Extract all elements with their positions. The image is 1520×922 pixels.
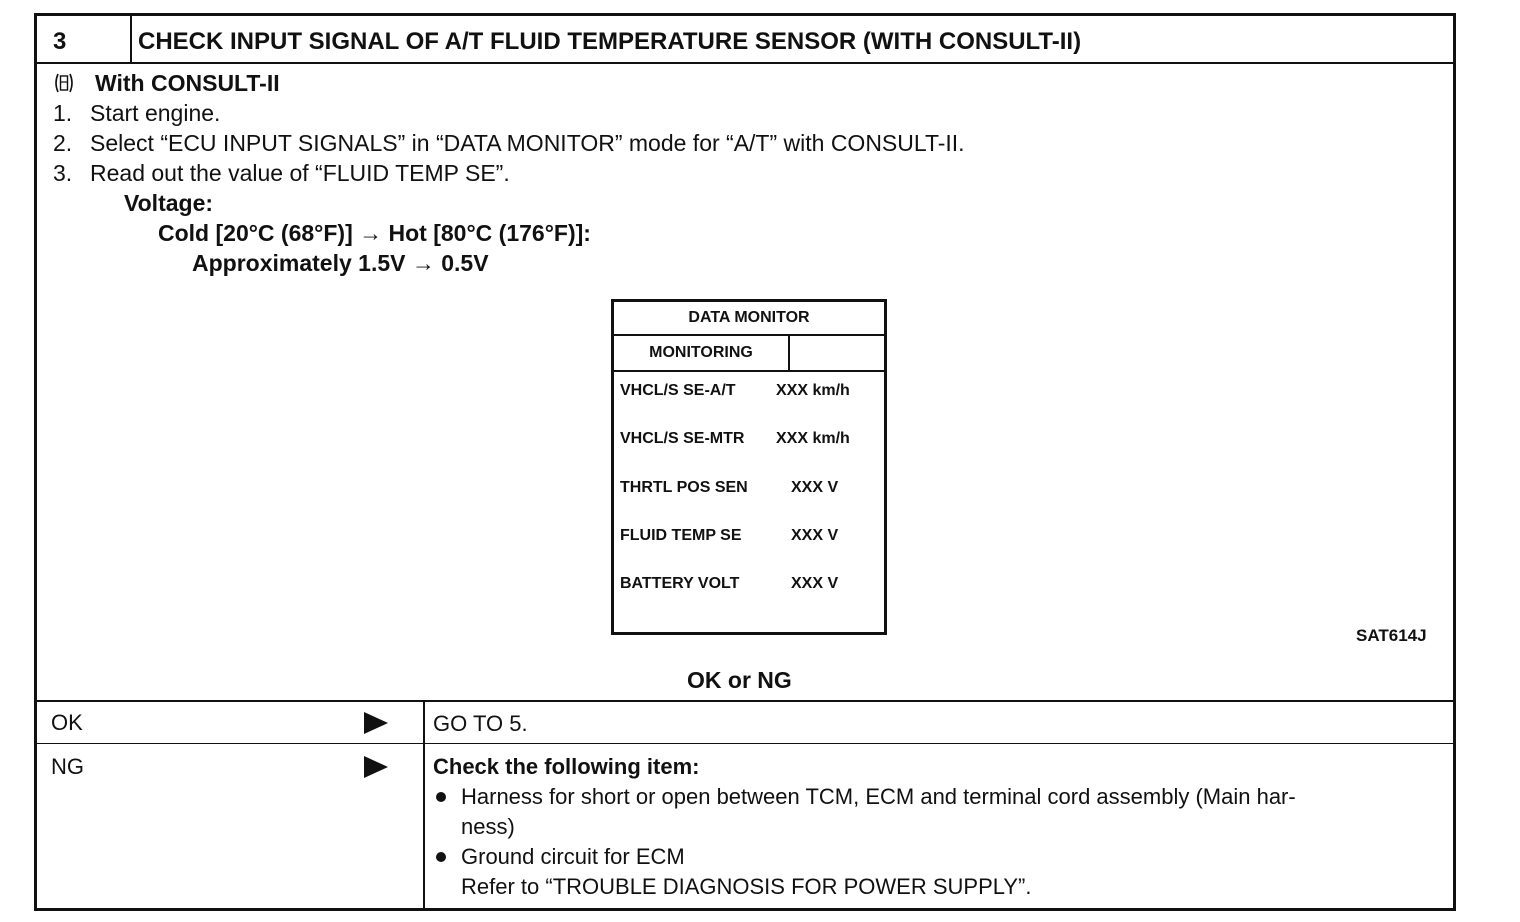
monitor-item-name: VHCL/S SE-A/T <box>620 382 736 399</box>
ok-arrow-icon <box>364 712 388 734</box>
monitor-row <box>620 430 878 454</box>
monitor-row <box>620 527 878 551</box>
ng-item-1-line-2: ness) <box>461 814 515 839</box>
header-rule <box>37 62 1453 64</box>
step-number: 3 <box>53 28 67 55</box>
bullet-icon <box>436 852 446 862</box>
diagnostic-step-table <box>34 13 1456 911</box>
step-1-text: Start engine. <box>90 100 221 126</box>
spec-condition: Cold [20°C (68°F)] → Hot [80°C (176°F)]: <box>158 220 591 246</box>
step-3-text: Read out the value of “FLUID TEMP SE”. <box>90 160 510 186</box>
ok-action: GO TO 5. <box>433 711 528 736</box>
step-2-text: Select “ECU INPUT SIGNALS” in “DATA MONITOR” mode for “A/T” with CONSULT-II. <box>90 130 965 156</box>
step-1-number: 1. <box>53 100 73 126</box>
figure-id: SAT614J <box>1356 626 1427 645</box>
ng-item-2-reference: Refer to “TROUBLE DIAGNOSIS FOR POWER SUPPLY”. <box>461 874 1032 899</box>
monitor-item-value: XXX km/h <box>776 430 850 447</box>
spec-value: Approximately 1.5V → 0.5V <box>192 250 489 276</box>
ng-arrow-icon <box>364 756 388 778</box>
monitor-item-value: XXX V <box>791 479 839 496</box>
spec-label: Voltage: <box>124 190 214 216</box>
monitor-item-value: XXX V <box>791 575 839 592</box>
ng-label: NG <box>51 754 84 779</box>
monitor-item-value: XXX km/h <box>776 382 850 399</box>
results-divider <box>423 700 425 908</box>
ng-item-1-line-1: Harness for short or open between TCM, ECM and terminal cord assembly (Main har- <box>461 784 1296 809</box>
header-divider <box>130 16 132 62</box>
monitor-row <box>620 575 878 599</box>
results-row-rule <box>37 743 1453 744</box>
step-2-number: 2. <box>53 130 73 156</box>
monitor-row <box>620 382 878 406</box>
monitor-title: DATA MONITOR <box>614 302 884 336</box>
ng-item-2: Ground circuit for ECM <box>461 844 685 869</box>
data-monitor-screen <box>611 299 887 635</box>
monitor-item-name: VHCL/S SE-MTR <box>620 430 745 447</box>
monitor-row <box>620 479 878 503</box>
monitor-status: MONITORING <box>614 336 790 370</box>
consult-tool-icon <box>53 72 75 94</box>
ng-heading: Check the following item: <box>433 754 700 779</box>
monitor-item-value: XXX V <box>791 527 839 544</box>
step-3-number: 3. <box>53 160 73 186</box>
monitor-status-bar <box>614 336 884 372</box>
monitor-item-name: THRTL POS SEN <box>620 479 748 496</box>
step-title: CHECK INPUT SIGNAL OF A/T FLUID TEMPERATURE SENSOR (WITH CONSULT-II) <box>138 28 1082 55</box>
result-prompt: OK or NG <box>687 667 792 693</box>
bullet-icon <box>436 792 446 802</box>
mode-label: With CONSULT-II <box>95 70 280 96</box>
results-top-rule <box>37 700 1453 702</box>
ok-label: OK <box>51 710 83 735</box>
monitor-item-name: BATTERY VOLT <box>620 575 740 592</box>
monitor-item-name: FLUID TEMP SE <box>620 527 742 544</box>
